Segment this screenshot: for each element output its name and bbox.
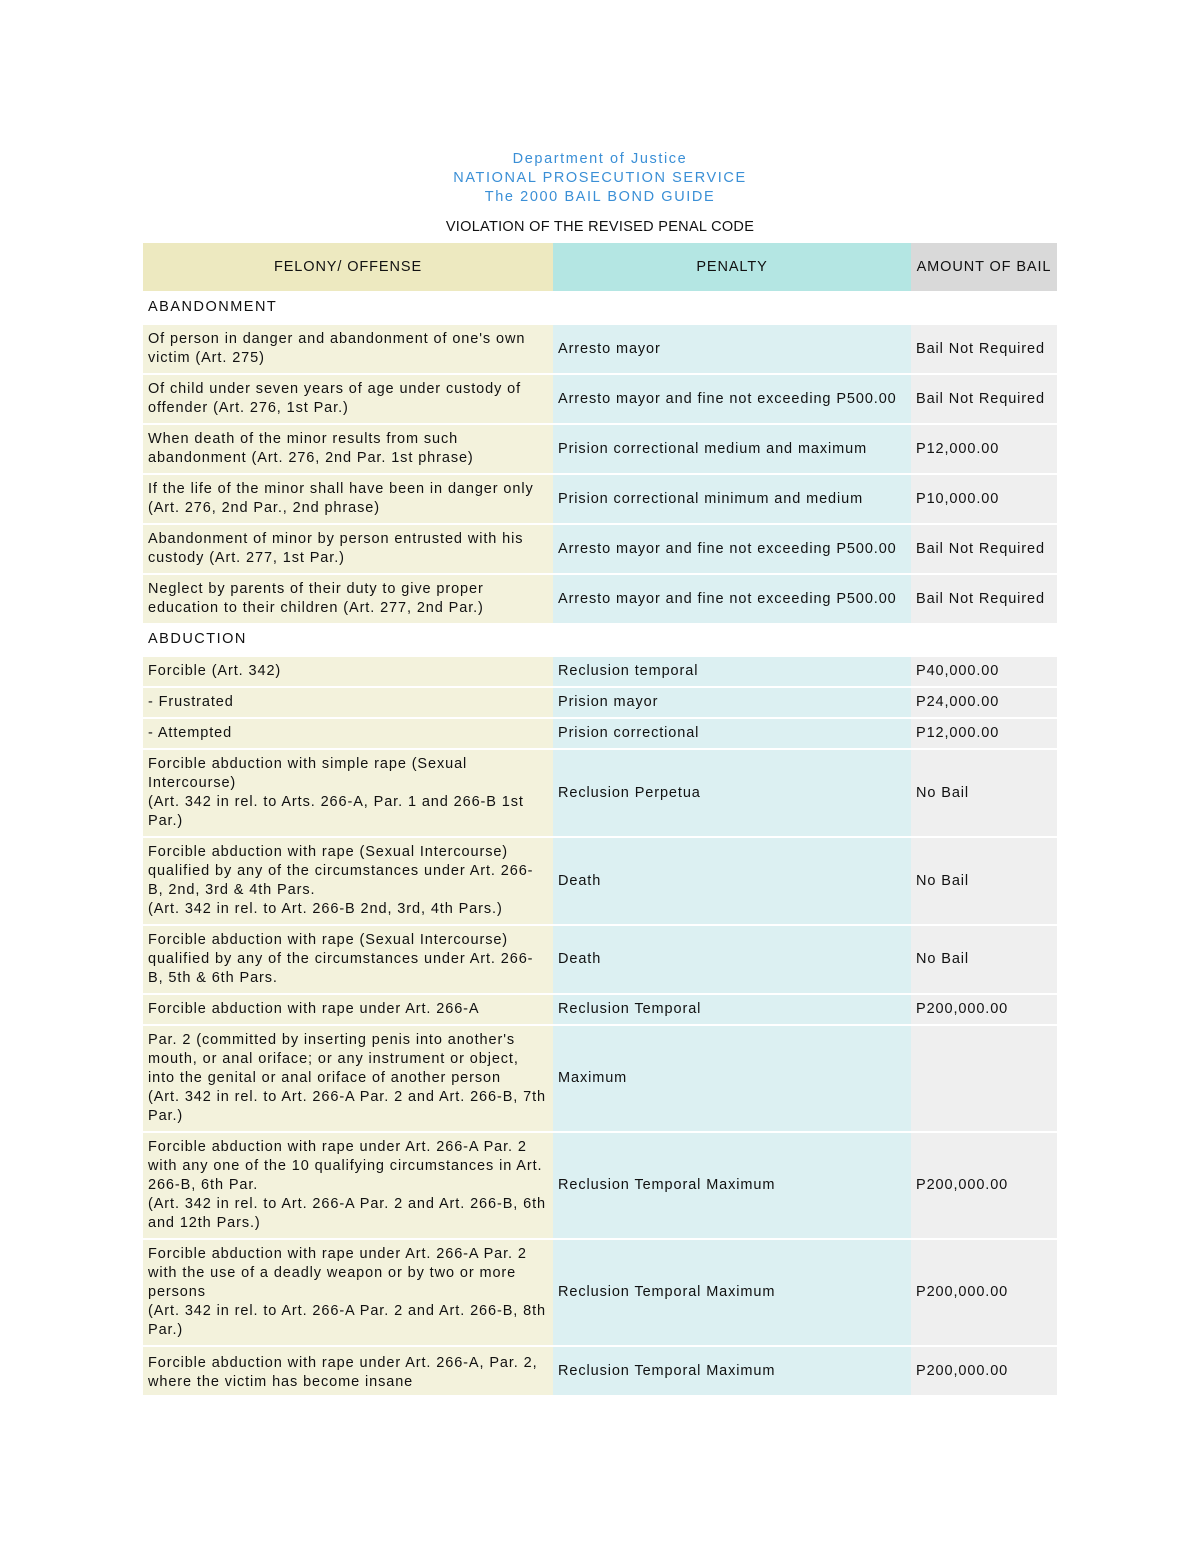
bail-cell: Bail Not Required bbox=[911, 525, 1057, 573]
table-row bbox=[143, 657, 1057, 688]
offense-text: - Attempted bbox=[148, 725, 233, 741]
offense-text: Forcible abduction with rape (Sexual Intercourse) qualified by any of the circumstances under Art. 266-B, 5th & 6th Pars. bbox=[148, 932, 534, 986]
table-row bbox=[143, 1240, 1057, 1347]
bail-cell: No Bail bbox=[911, 750, 1057, 836]
bail-cell: P200,000.00 bbox=[911, 995, 1057, 1024]
department-name: Department of Justice bbox=[512, 151, 688, 167]
penalty-cell: Reclusion temporal bbox=[553, 657, 911, 686]
section-heading: ABDUCTION bbox=[148, 631, 247, 647]
offense-text: Neglect by parents of their duty to give proper education to their children (Art. 277, 2nd Par.) bbox=[148, 581, 484, 616]
service-name: NATIONAL PROSECUTION SERVICE bbox=[453, 170, 747, 186]
bail-cell: P12,000.00 bbox=[911, 425, 1057, 473]
offense-text: Par. 2 (committed by inserting penis into another's mouth, or anal oriface; or any instrument or object, into the genital or anal oriface of another person (Art. 342 in rel. to Art. 266-A Par. 2 and Art. 266-B, 7th Par.) bbox=[148, 1032, 546, 1124]
offense-text: When death of the minor results from such abandonment (Art. 276, 2nd Par. 1st phrase) bbox=[148, 431, 474, 466]
section-heading: ABANDONMENT bbox=[148, 299, 278, 315]
bail-table bbox=[143, 243, 1057, 1411]
offense-cell bbox=[143, 926, 553, 993]
offense-text: Forcible (Art. 342) bbox=[148, 663, 282, 679]
table-row bbox=[143, 688, 1057, 719]
penalty-cell: Arresto mayor and fine not exceeding P500.00 bbox=[553, 375, 911, 423]
penalty-cell: Reclusion Temporal Maximum bbox=[553, 1347, 911, 1395]
offense-cell bbox=[143, 1026, 553, 1131]
penalty-cell: Arresto mayor and fine not exceeding P500.00 bbox=[553, 525, 911, 573]
offense-cell bbox=[143, 657, 553, 686]
column-header-offense: FELONY/ OFFENSE bbox=[143, 243, 553, 291]
table-row bbox=[143, 475, 1057, 525]
offense-text: Forcible abduction with rape under Art. 266-A Par. 2 with the use of a deadly weapon or by two or more persons (Art. 342 in rel. to Art. 266-A Par. 2 and Art. 266-B, 8th Par.) bbox=[148, 1246, 546, 1338]
offense-text: Forcible abduction with rape under Art. 266-A bbox=[148, 1001, 480, 1017]
table-row bbox=[143, 325, 1057, 375]
bail-cell: Bail Not Required bbox=[911, 375, 1057, 423]
table-row bbox=[143, 838, 1057, 926]
penalty-cell: Arresto mayor bbox=[553, 325, 911, 373]
table-row bbox=[143, 1347, 1057, 1397]
penalty-cell: Arresto mayor and fine not exceeding P500.00 bbox=[553, 575, 911, 623]
offense-text: Forcible abduction with rape under Art. 266-A, Par. 2, where the victim has become insane bbox=[148, 1355, 538, 1390]
table-row bbox=[143, 525, 1057, 575]
offense-cell bbox=[143, 375, 553, 423]
offense-cell bbox=[143, 475, 553, 523]
table-row bbox=[143, 575, 1057, 625]
bail-cell: P40,000.00 bbox=[911, 657, 1057, 686]
penalty-cell: Death bbox=[553, 926, 911, 993]
offense-cell bbox=[143, 325, 553, 373]
table-header-row bbox=[143, 243, 1057, 293]
table-row bbox=[143, 750, 1057, 838]
table-title: VIOLATION OF THE REVISED PENAL CODE bbox=[445, 219, 755, 235]
table-row bbox=[143, 1026, 1057, 1133]
bail-cell: P12,000.00 bbox=[911, 719, 1057, 748]
offense-text: Of child under seven years of age under custody of offender (Art. 276, 1st Par.) bbox=[148, 381, 522, 416]
bail-cell: P24,000.00 bbox=[911, 688, 1057, 717]
offense-cell bbox=[143, 750, 553, 836]
bail-cell: P10,000.00 bbox=[911, 475, 1057, 523]
bail-cell: P200,000.00 bbox=[911, 1347, 1057, 1395]
penalty-cell: Prision correctional minimum and medium bbox=[553, 475, 911, 523]
offense-cell bbox=[143, 688, 553, 717]
bail-cell: No Bail bbox=[911, 838, 1057, 924]
offense-text: Forcible abduction with simple rape (Sexual Intercourse) (Art. 342 in rel. to Arts. 266-A, Par. 1 and 266-B 1st Par.) bbox=[148, 756, 524, 829]
column-header-bail: AMOUNT OF BAIL bbox=[911, 243, 1057, 291]
penalty-cell: Reclusion Temporal Maximum bbox=[553, 1240, 911, 1345]
bail-cell bbox=[911, 1026, 1057, 1131]
table-row bbox=[143, 995, 1057, 1026]
bail-cell: Bail Not Required bbox=[911, 325, 1057, 373]
guide-title: The 2000 BAIL BOND GUIDE bbox=[484, 189, 716, 205]
offense-cell bbox=[143, 719, 553, 748]
offense-cell bbox=[143, 1347, 553, 1395]
penalty-cell: Reclusion Perpetua bbox=[553, 750, 911, 836]
offense-cell bbox=[143, 525, 553, 573]
offense-text: Forcible abduction with rape under Art. 266-A Par. 2 with any one of the 10 qualifying circumstances in Art. 266-B, 6th Par. (Art. 342 in rel. to Art. 266-A Par. 2 and Art. 266-B, 6th and 12th Pars.) bbox=[148, 1139, 546, 1231]
table-row bbox=[143, 375, 1057, 425]
table-row bbox=[143, 719, 1057, 750]
penalty-cell: Death bbox=[553, 838, 911, 924]
offense-cell bbox=[143, 425, 553, 473]
offense-cell bbox=[143, 1133, 553, 1238]
penalty-cell: Maximum bbox=[553, 1026, 911, 1131]
table-row bbox=[143, 1133, 1057, 1240]
offense-text: Of person in danger and abandonment of one's own victim (Art. 275) bbox=[148, 331, 526, 366]
offense-text: If the life of the minor shall have been in danger only (Art. 276, 2nd Par., 2nd phrase) bbox=[148, 481, 534, 516]
penalty-cell: Reclusion Temporal bbox=[553, 995, 911, 1024]
offense-text: Forcible abduction with rape (Sexual Intercourse) qualified by any of the circumstances under Art. 266-B, 2nd, 3rd & 4th Pars. (Art. 342 in rel. to Art. 266-B 2nd, 3rd, 4th Pars.) bbox=[148, 844, 534, 917]
bail-cell: P200,000.00 bbox=[911, 1240, 1057, 1345]
document-header bbox=[0, 150, 1200, 207]
bail-cell: No Bail bbox=[911, 926, 1057, 993]
penalty-cell: Prision mayor bbox=[553, 688, 911, 717]
offense-cell bbox=[143, 995, 553, 1024]
offense-cell bbox=[143, 838, 553, 924]
table-row bbox=[143, 425, 1057, 475]
bail-cell: P200,000.00 bbox=[911, 1133, 1057, 1238]
offense-cell bbox=[143, 1240, 553, 1345]
bail-cell: Bail Not Required bbox=[911, 575, 1057, 623]
offense-text: - Frustrated bbox=[148, 694, 234, 710]
column-header-penalty: PENALTY bbox=[553, 243, 911, 291]
penalty-cell: Prision correctional bbox=[553, 719, 911, 748]
offense-cell bbox=[143, 575, 553, 623]
table-row bbox=[143, 926, 1057, 995]
penalty-cell: Reclusion Temporal Maximum bbox=[553, 1133, 911, 1238]
penalty-cell: Prision correctional medium and maximum bbox=[553, 425, 911, 473]
offense-text: Abandonment of minor by person entrusted with his custody (Art. 277, 1st Par.) bbox=[148, 531, 524, 566]
